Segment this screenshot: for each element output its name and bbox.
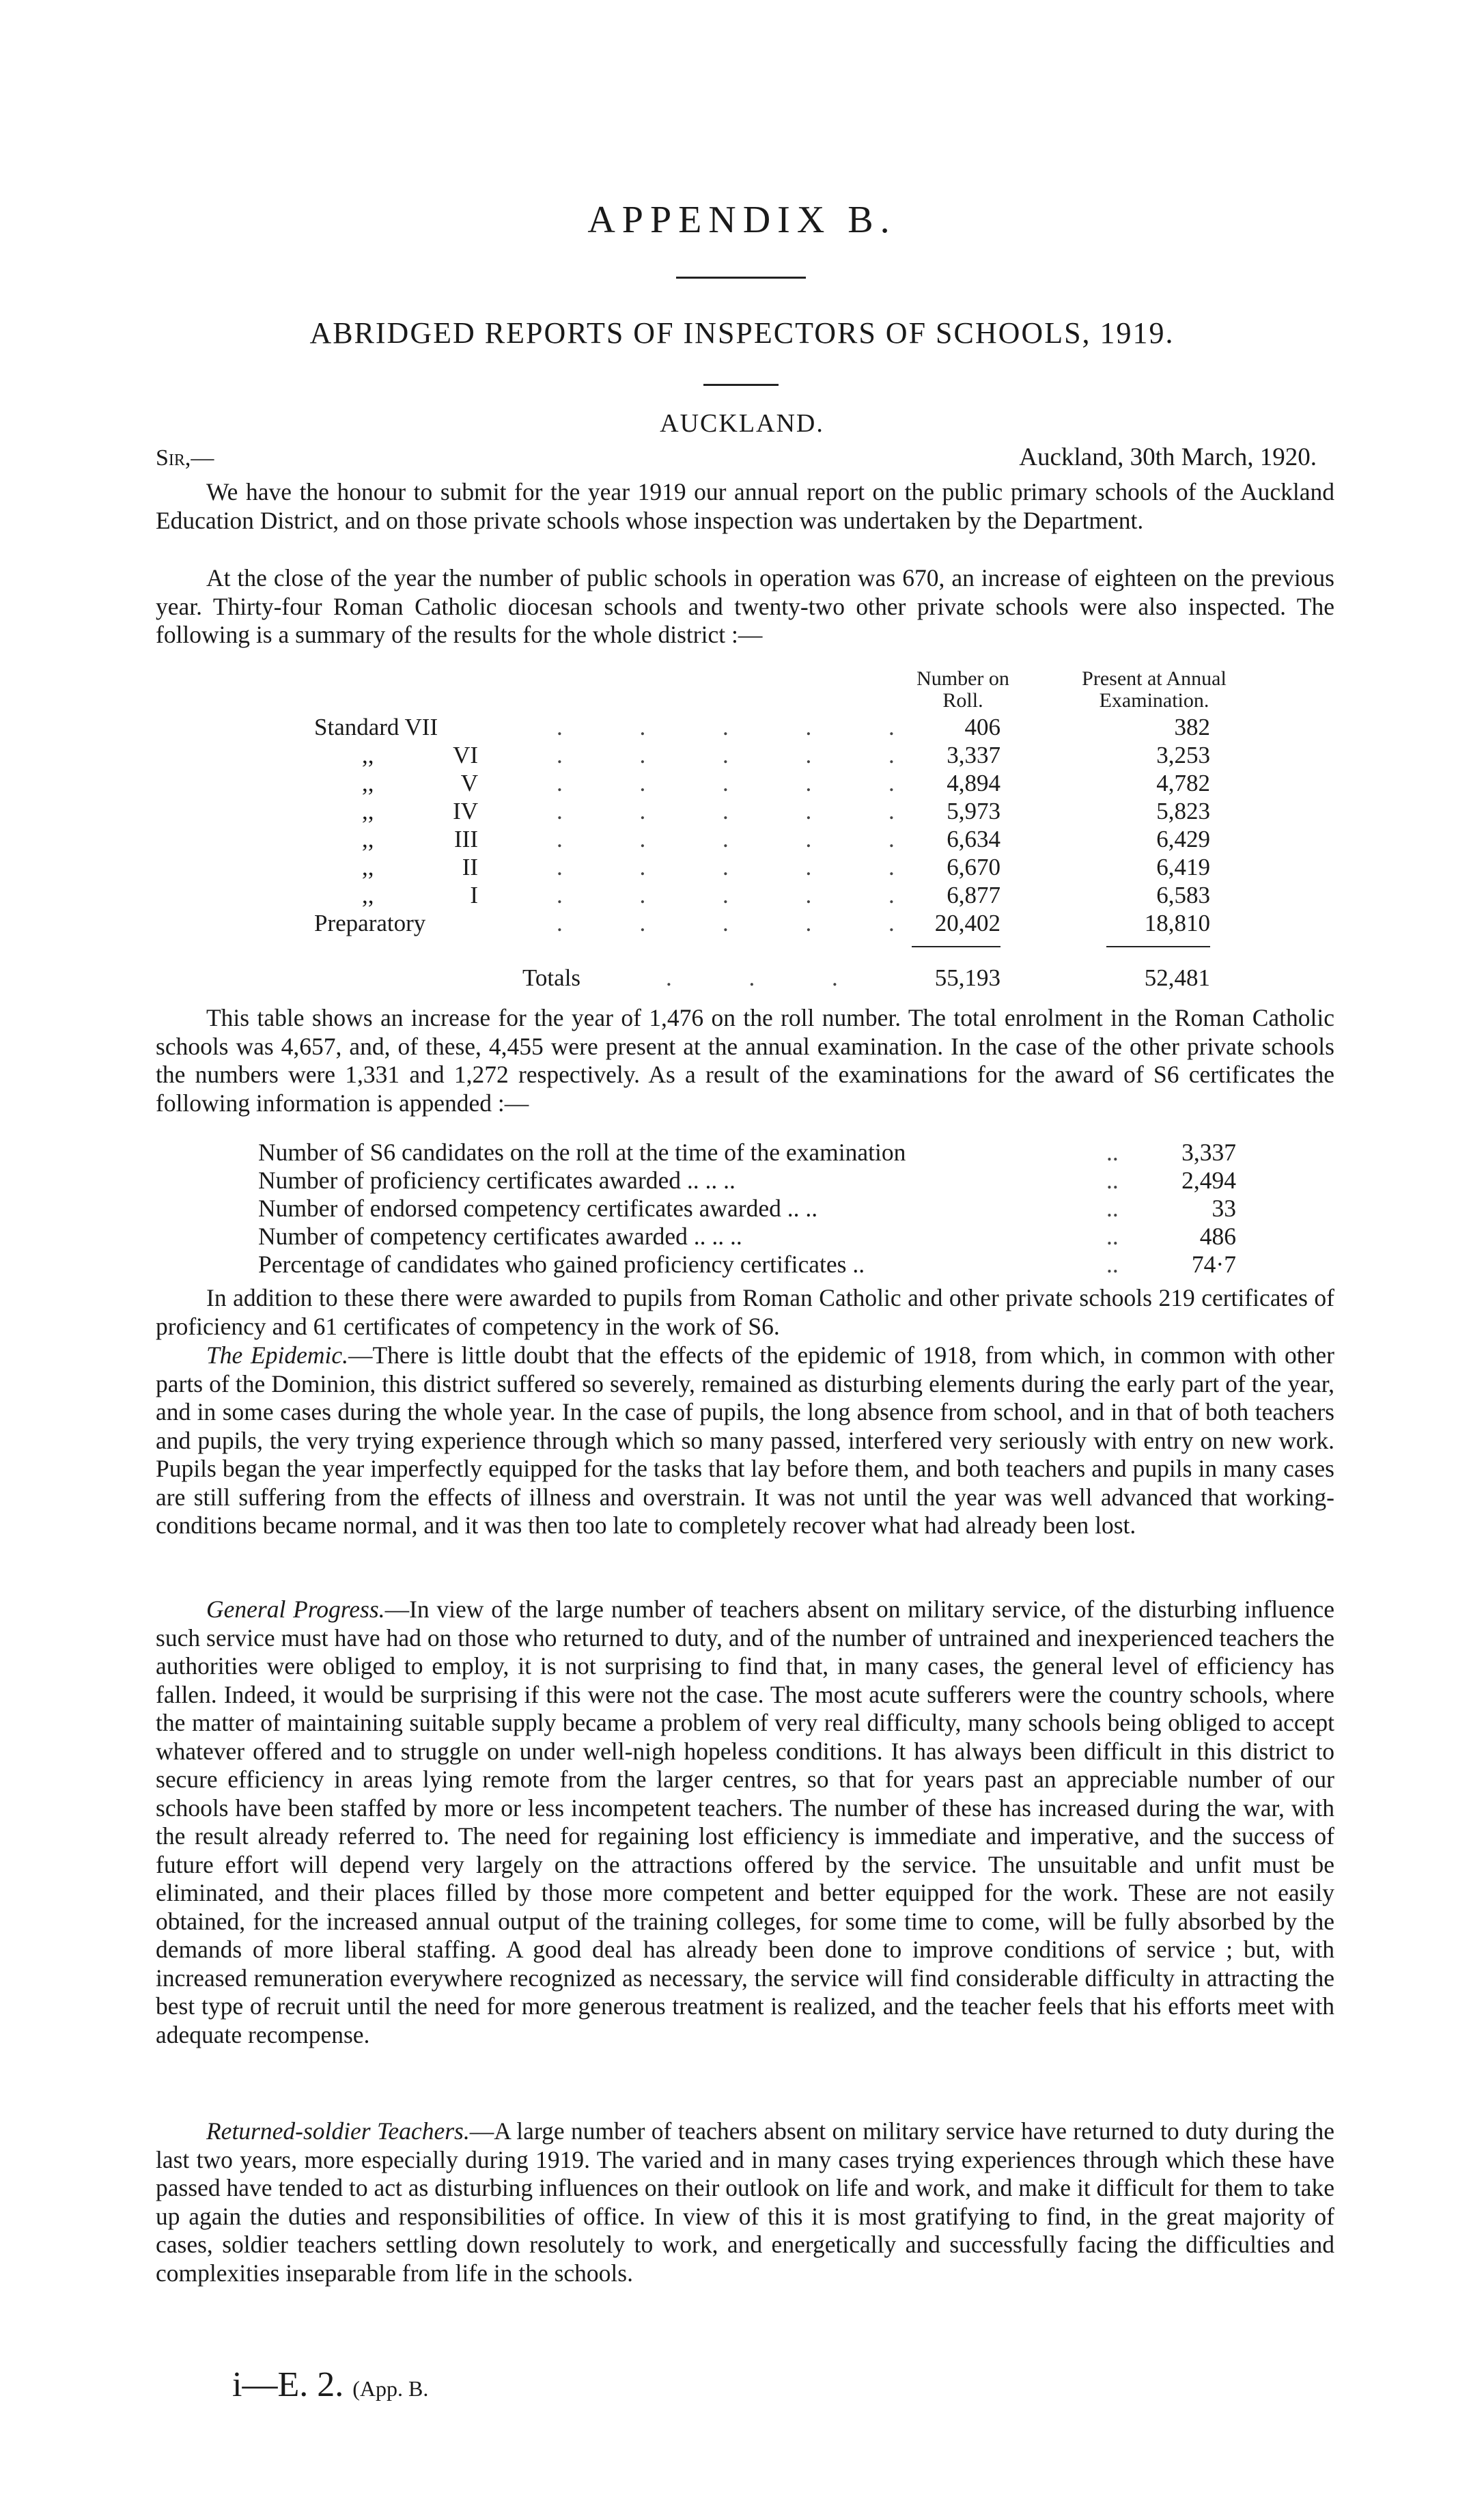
totals-row	[0, 964, 1484, 992]
body-paragraph-4: In addition to these there were awarded to pupils from Roman Catholic and other private schools 219 certificates of proficiency and 61 certificates of competency in the work of S6.	[156, 1284, 1334, 1340]
returned-heading: Returned-soldier Teachers.	[206, 2117, 470, 2145]
intro-paragraph-1: We have the honour to submit for the year 1919 our annual report on the public primary schools of the Auckland Education District, and on those private schools whose inspection was undertaken by the Department.	[156, 478, 1334, 534]
column-header-present: Present at Annual Examination.	[1082, 667, 1227, 712]
table-row	[0, 826, 1484, 854]
list-item-value: 486	[1199, 1223, 1236, 1250]
list-item-label: Number of proficiency certificates awarded .. .. ..	[258, 1167, 736, 1194]
present-value: 6,583	[1156, 882, 1210, 908]
epidemic-section	[156, 1341, 1334, 1540]
roll-value: 5,973	[947, 798, 1000, 824]
present-value: 4,782	[1156, 770, 1210, 796]
leader-dots: ..	[1106, 1195, 1119, 1222]
leader-dots: . . . . .	[557, 714, 930, 740]
table-row	[0, 910, 1484, 938]
ditto-mark: ,,	[362, 742, 374, 768]
row-label: Preparatory	[314, 910, 426, 936]
present-value: 3,253	[1156, 742, 1210, 768]
returned-soldier-section	[156, 2117, 1334, 2287]
table-row	[0, 742, 1484, 770]
leader-dots: ..	[1106, 1223, 1119, 1250]
leader-dots: . . . . .	[557, 798, 930, 824]
epidemic-text: —There is little doubt that the effects of the epidemic of 1918, from which, in common with other parts of the Dominion, this district suffered so severely, remained as disturbing elements during the early part of the year, and in some cases during the whole year. In the case of pupils, the long absence from school, and in that of both teachers and pupils, the very trying experience through which so many passed, interfered very seriously with entry on new work. Pupils began the year imperfectly equipped for the tasks that lay before them, and both teachers and pupils in many cases are still suffering from the effects of illness and overstrain. It was not until the year was well advanced that working-conditions became normal, and it was then too late to completely recover what had already been lost.	[156, 1341, 1334, 1539]
intro-paragraph-2: At the close of the year the number of public schools in operation was 670, an increase of eighteen on the previous year. Thirty-four Roman Catholic diocesan schools and twenty-two other private schools were also inspected. The following is a summary of the results for the whole district :—	[156, 564, 1334, 648]
standard-numeral: III	[454, 826, 478, 852]
row-label: Standard VII	[314, 714, 438, 740]
general-progress-section	[156, 1596, 1334, 2049]
leader-dots: . . . . .	[557, 826, 930, 852]
title-rule	[676, 277, 806, 279]
appendix-title: APPENDIX B.	[587, 199, 897, 241]
ditto-mark: ,,	[362, 770, 374, 796]
roll-value: 20,402	[934, 910, 1000, 936]
table-row	[0, 770, 1484, 798]
returned-text: —A large number of teachers absent on military service have returned to duty during the last two years, more especially during 1919. The varied and in many cases trying experiences through which these have passed have tended to act as disturbing influences on their outlook on life and work, and make it difficult for them to take up again the duties and responsibilities of office. In view of this it is most gratifying to find, in the great majority of cases, soldier teachers settling down resolutely to work, and energetically and successfully facing the difficulties and complexities inseparable from life in the schools.	[156, 2117, 1334, 2287]
list-item	[0, 1194, 1484, 1222]
table-row	[0, 798, 1484, 826]
totals-label: Totals	[522, 964, 581, 991]
roll-value: 3,337	[947, 742, 1000, 768]
leader-dots: . . . . .	[557, 882, 930, 908]
subtitle-rule	[703, 384, 779, 386]
roll-value: 406	[964, 714, 1000, 740]
body-paragraph-3: This table shows an increase for the year of 1,476 on the roll number. The total enrolment in the Roman Catholic schools was 4,657, and, of these, 4,455 were present at the annual examination. In the case of the other private schools the numbers were 1,331 and 1,272 respectively. As a result of the examinations for the award of S6 certificates the following information is appended :—	[156, 1004, 1334, 1117]
salutation: Sir,—	[156, 445, 214, 471]
roll-value: 6,670	[947, 854, 1000, 880]
present-value: 6,419	[1156, 854, 1210, 880]
footer-reference: i—E. 2.	[232, 2365, 344, 2404]
list-item-label: Number of endorsed competency certificates awarded .. ..	[258, 1195, 818, 1222]
table-row	[0, 854, 1484, 882]
page-footer	[232, 2365, 428, 2405]
leader-dots: ..	[1106, 1251, 1119, 1278]
standard-numeral: V	[460, 770, 478, 796]
sum-rule-roll	[912, 946, 1000, 947]
district-heading: AUCKLAND.	[660, 409, 824, 438]
epidemic-heading: The Epidemic.	[206, 1341, 348, 1369]
standard-numeral: I	[470, 882, 478, 908]
roll-value: 4,894	[947, 770, 1000, 796]
standard-numeral: II	[462, 854, 478, 880]
list-item-value: 3,337	[1181, 1139, 1236, 1166]
ditto-mark: ,,	[362, 798, 374, 824]
list-item-value: 2,494	[1181, 1167, 1236, 1194]
present-value: 382	[1174, 714, 1210, 740]
leader-dots: ..	[1106, 1139, 1119, 1166]
list-item-label: Number of S6 candidates on the roll at the time of the examination	[258, 1139, 906, 1166]
roll-value: 6,634	[947, 826, 1000, 852]
leader-dots: . . . . .	[557, 854, 930, 880]
present-value: 6,429	[1156, 826, 1210, 852]
list-item-value: 33	[1212, 1195, 1236, 1222]
leader-dots: . . . . .	[557, 770, 930, 796]
list-item	[0, 1138, 1484, 1166]
list-item	[0, 1222, 1484, 1250]
ditto-mark: ,,	[362, 882, 374, 908]
present-value: 18,810	[1144, 910, 1210, 936]
column-header-roll: Number on Roll.	[916, 667, 1009, 712]
standard-numeral: VI	[453, 742, 478, 768]
standard-numeral: IV	[453, 798, 478, 824]
ditto-mark: ,,	[362, 826, 374, 852]
list-item-label: Percentage of candidates who gained proficiency certificates ..	[258, 1251, 865, 1278]
roll-value: 6,877	[947, 882, 1000, 908]
list-item	[0, 1250, 1484, 1278]
total-roll: 55,193	[934, 964, 1000, 991]
leader-dots: . . . . .	[557, 742, 930, 768]
sum-rule-present	[1106, 946, 1210, 947]
total-present: 52,481	[1144, 964, 1210, 991]
list-item	[0, 1166, 1484, 1194]
table-row	[0, 714, 1484, 742]
leader-dots: . . . . .	[557, 910, 930, 936]
dateline: Auckland, 30th March, 1920.	[1019, 443, 1317, 471]
table-row	[0, 882, 1484, 910]
ditto-mark: ,,	[362, 854, 374, 880]
progress-text: —In view of the large number of teachers absent on military service, of the disturbing influence such service must have had on those who returned to duty, and of the number of untrained and inexperienced teachers the authorities were obliged to employ, it is not surprising to find that, in many cases, the general level of efficiency has fallen. Indeed, it would be surprising if this were not the case. The most acute sufferers were the country schools, where the matter of maintaining suitable supply became a problem of very real difficulty, many schools being obliged to accept whatever offered and to struggle on under well-nigh hopeless conditions. It has always been difficult in this district to secure efficiency in areas lying remote from the larger centres, so that for years past an appreciable number of our schools have been staffed by more or less incompetent teachers. The number of these has increased during the war, with the result already referred to. The need for regaining lost efficiency is immediate and imperative, and the success of future effort will depend very largely on the attractions offered by the service. The unsuitable and unfit must be eliminated, and their places filled by those more competent and better equipped for the work. These are not easily obtained, for the increased annual output of the training colleges, for some time to come, will be fully absorbed by the demands of more liberal staffing. A good deal has already been done to improve conditions of service ; but, with increased remuneration everywhere recognized as necessary, the service will find considerable difficulty in attracting the best type of recruit until the need for more generous treatment is realized, and the teacher feels that his efforts meet with adequate recompense.	[156, 1596, 1334, 2048]
present-value: 5,823	[1156, 798, 1210, 824]
list-item-value: 74·7	[1191, 1251, 1236, 1278]
progress-heading: General Progress.	[206, 1596, 385, 1623]
leader-dots: ..	[1106, 1167, 1119, 1194]
leader-dots: . . .	[666, 964, 873, 991]
footer-appendix: (App. B.	[352, 2376, 429, 2401]
list-item-label: Number of competency certificates awarded .. .. ..	[258, 1223, 742, 1250]
report-subtitle: ABRIDGED REPORTS OF INSPECTORS OF SCHOOLS, 1919.	[309, 316, 1175, 350]
